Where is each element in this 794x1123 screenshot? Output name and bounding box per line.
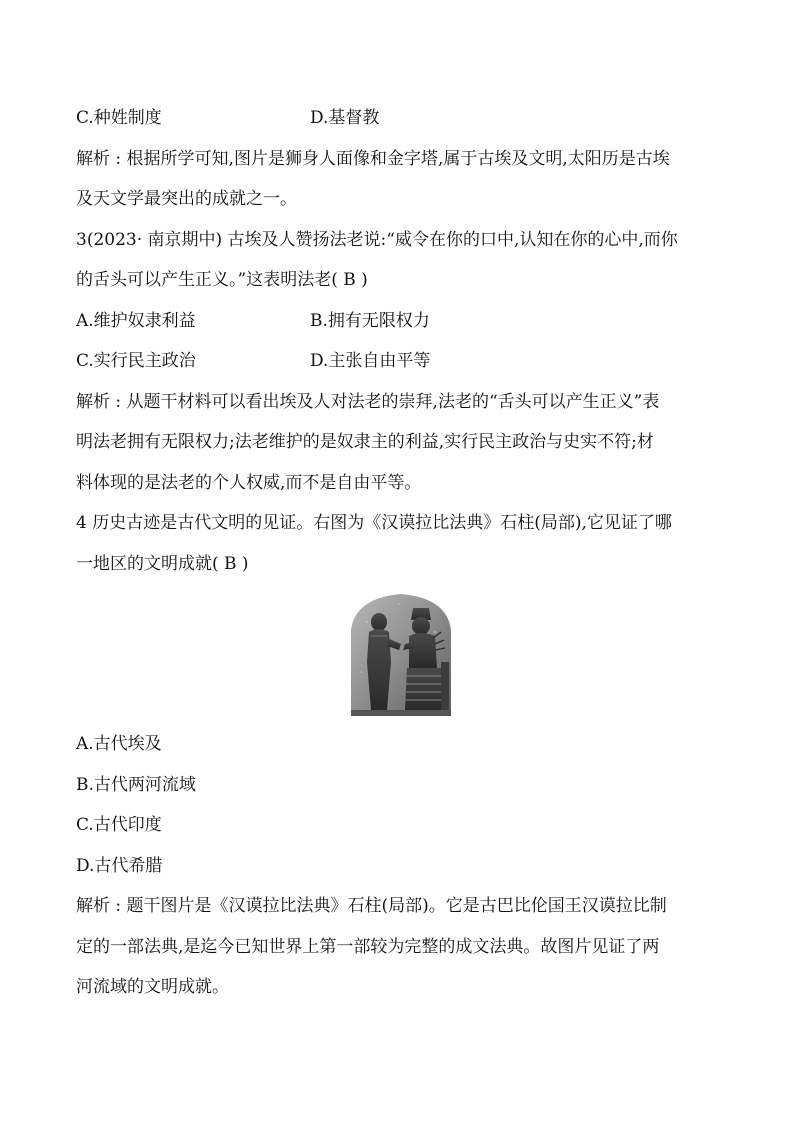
q3-analysis [76,382,726,504]
q3-stem-line: 3(2023· 南京期中) 古埃及人赞扬法老说:“威令在你的口中,认知在你的心中,而你 [76,229,678,250]
q3-option-b: B.拥有无限权力 [310,310,430,331]
q3-stem [76,220,726,301]
q3-option-a: A.维护奴隶利益 [76,310,196,331]
q3-analysis-line: 解析 : 从题干材料可以看出埃及人对法老的崇拜,法老的“舌头可以产生正义”表 [76,391,660,412]
page-content [76,98,726,1008]
q4-stem-line: 4 历史古迹是古代文明的见证。右图为《汉谟拉比法典》石柱(局部),它见证了哪 [76,513,672,533]
q4-option-b: B.古代两河流域 [76,774,196,795]
q4-options [76,724,726,886]
q4-analysis [76,886,726,1008]
q3-option-d: D.主张自由平等 [310,351,431,371]
q4-analysis-line: 定的一部法典,是迄今已知世界上第一部较为完整的成文法典。故图片见证了两 [76,936,660,957]
q2-option-d: D.基督教 [310,108,380,128]
q3-analysis-line: 明法老拥有无限权力;法老维护的是奴隶主的利益,实行民主政治与史实不符;材 [76,432,654,452]
q2-option-c: C.种姓制度 [76,108,162,128]
q3-options-row-1 [76,301,726,342]
q3-stem-line: 的舌头可以产生正义。”这表明法老( B ) [76,270,368,290]
q3-analysis-line: 料体现的是法老的个人权威,而不是自由平等。 [76,472,422,493]
q2-options-row [76,98,726,139]
q4-analysis-line: 解析 : 题干图片是《汉谟拉比法典》石柱(局部)。它是古巴比伦国王汉谟拉比制 [76,896,667,916]
q4-figure [76,592,726,716]
q4-analysis-line: 河流域的文明成就。 [76,977,229,997]
q2-analysis-line: 及天文学最突出的成就之一。 [76,189,297,209]
q2-analysis-line: 解析 : 根据所学可知,图片是狮身人面像和金字塔,属于古埃及文明,太阳历是古埃 [76,148,670,169]
q4-option-d: D.古代希腊 [76,855,163,876]
q3-options-row-2 [76,341,726,382]
q4-option-c: C.古代印度 [76,815,162,835]
q4-option-a: A.古代埃及 [76,734,162,754]
q2-analysis [76,139,726,220]
q4-stem [76,503,726,584]
hammurabi-stele-image [347,592,455,716]
q3-option-c: C.实行民主政治 [76,351,196,371]
q4-stem-line: 一地区的文明成就( B ) [76,553,249,574]
